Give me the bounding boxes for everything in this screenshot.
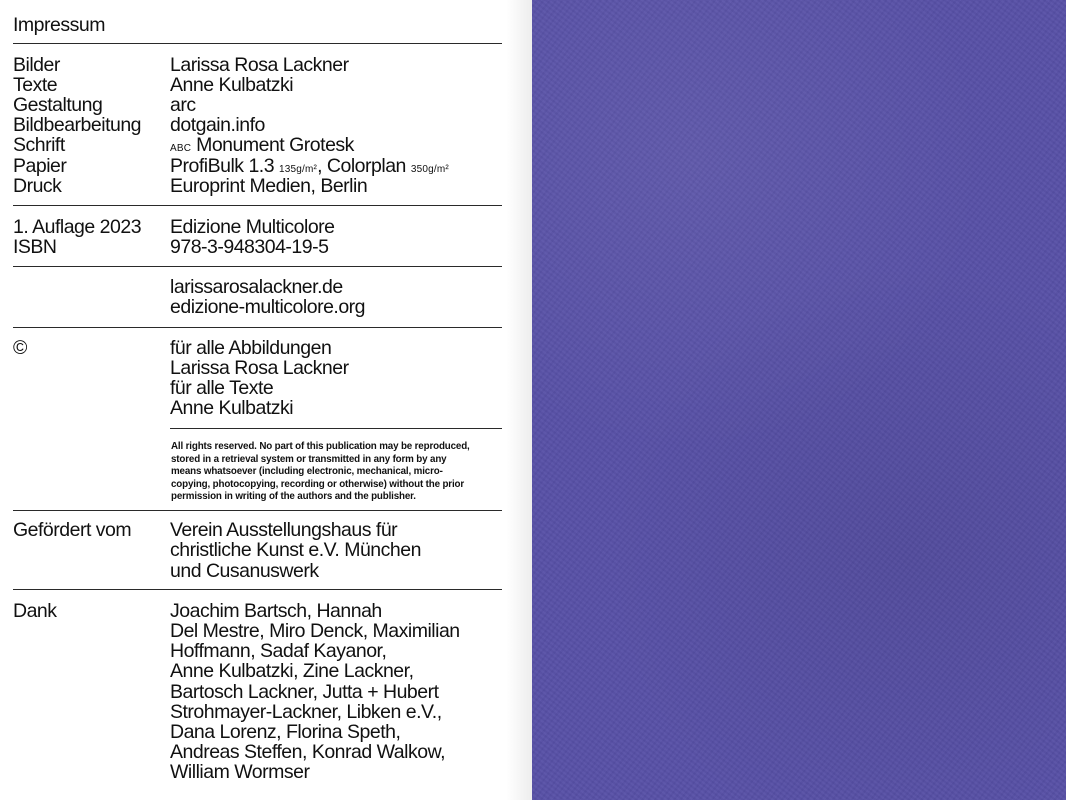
edition-label: 1. Auflage 2023 [13,216,142,238]
page-gutter-shadow [506,0,532,800]
credit-value-druck: Europrint Medien, Berlin [170,175,368,197]
thanks-line: Bartosch Lackner, Jutta + Hubert [170,681,439,703]
page-title: Impressum [13,14,105,36]
rights-line: All rights reserved. No part of this publication may be reproduced, [171,441,470,452]
funding-label: Gefördert vom [13,519,132,541]
isbn-number: 978-3-948304-19-5 [170,236,329,258]
thanks-line: Dana Lorenz, Florina Speth, [170,721,401,743]
copyright-line: für alle Texte [170,377,274,399]
divider [13,266,502,267]
isbn-label: ISBN [13,236,57,258]
credit-label-schrift: Schrift [13,134,65,156]
font-foundry-prefix: ABC [170,143,192,154]
paper-weight-2: 350g/m² [410,164,449,175]
credit-value-texte: Anne Kulbatzki [170,74,294,96]
thanks-line: Andreas Steffen, Konrad Walkow, [170,741,446,763]
website-publisher: edizione-multicolore.org [170,296,366,318]
thanks-line: Hoffmann, Sadaf Kayanor, [170,640,387,662]
rights-line: copying, photocopying, recording or otherwise) without the prior [171,478,465,490]
copyright-line: Anne Kulbatzki [170,397,294,419]
credit-label-bilder: Bilder [13,54,60,76]
divider [170,428,502,429]
thanks-label: Dank [13,600,57,622]
divider [13,43,502,44]
paper-name: ProfiBulk 1.3 [170,155,275,177]
impressum-page [0,0,532,800]
rights-line: stored in a retrieval system or transmitted in any form by any [171,453,447,465]
divider [13,327,502,328]
rights-notice [171,441,507,504]
credit-label-bildbearbeitung: Bildbearbeitung [13,114,142,136]
thanks-line: Joachim Bartsch, Hannah [170,600,382,622]
divider [13,205,502,206]
rights-line: permission in writing of the authors and the publisher. [171,491,416,503]
rights-line: means whatsoever (including electronic, mechanical, micro- [171,466,443,478]
funding-line: und Cusanuswerk [170,560,319,582]
credit-label-druck: Druck [13,175,62,197]
thanks-line: Strohmayer-Lackner, Libken e.V., [170,701,442,723]
paper-name-2: , Colorplan [317,155,406,177]
funding-line: christliche Kunst e.V. München [170,539,421,561]
thanks-line: Anne Kulbatzki, Zine Lackner, [170,660,414,682]
credit-value-bilder: Larissa Rosa Lackner [170,54,349,76]
website-artist: larissarosalackner.de [170,276,343,298]
credit-label-texte: Texte [13,74,58,96]
thanks-line: Del Mestre, Miro Denck, Maximilian [170,620,460,642]
copyright-line: Larissa Rosa Lackner [170,357,349,379]
credit-label-gestaltung: Gestaltung [13,94,103,116]
divider [13,589,502,590]
copyright-symbol: © [13,337,27,359]
credit-label-papier: Papier [13,155,67,177]
credit-value-bildbearbeitung: dotgain.info [170,114,265,136]
thanks-line: William Wormser [170,761,310,783]
funding-line: Verein Ausstellungshaus für [170,519,398,541]
publisher-name: Edizione Multicolore [170,216,335,238]
divider [13,510,502,511]
font-name: Monument Grotesk [196,134,354,156]
credit-value-gestaltung: arc [170,94,196,116]
cover-paper [532,0,1066,800]
paper-weight-1: 135g/m² [278,164,318,175]
copyright-line: für alle Abbildungen [170,337,332,359]
